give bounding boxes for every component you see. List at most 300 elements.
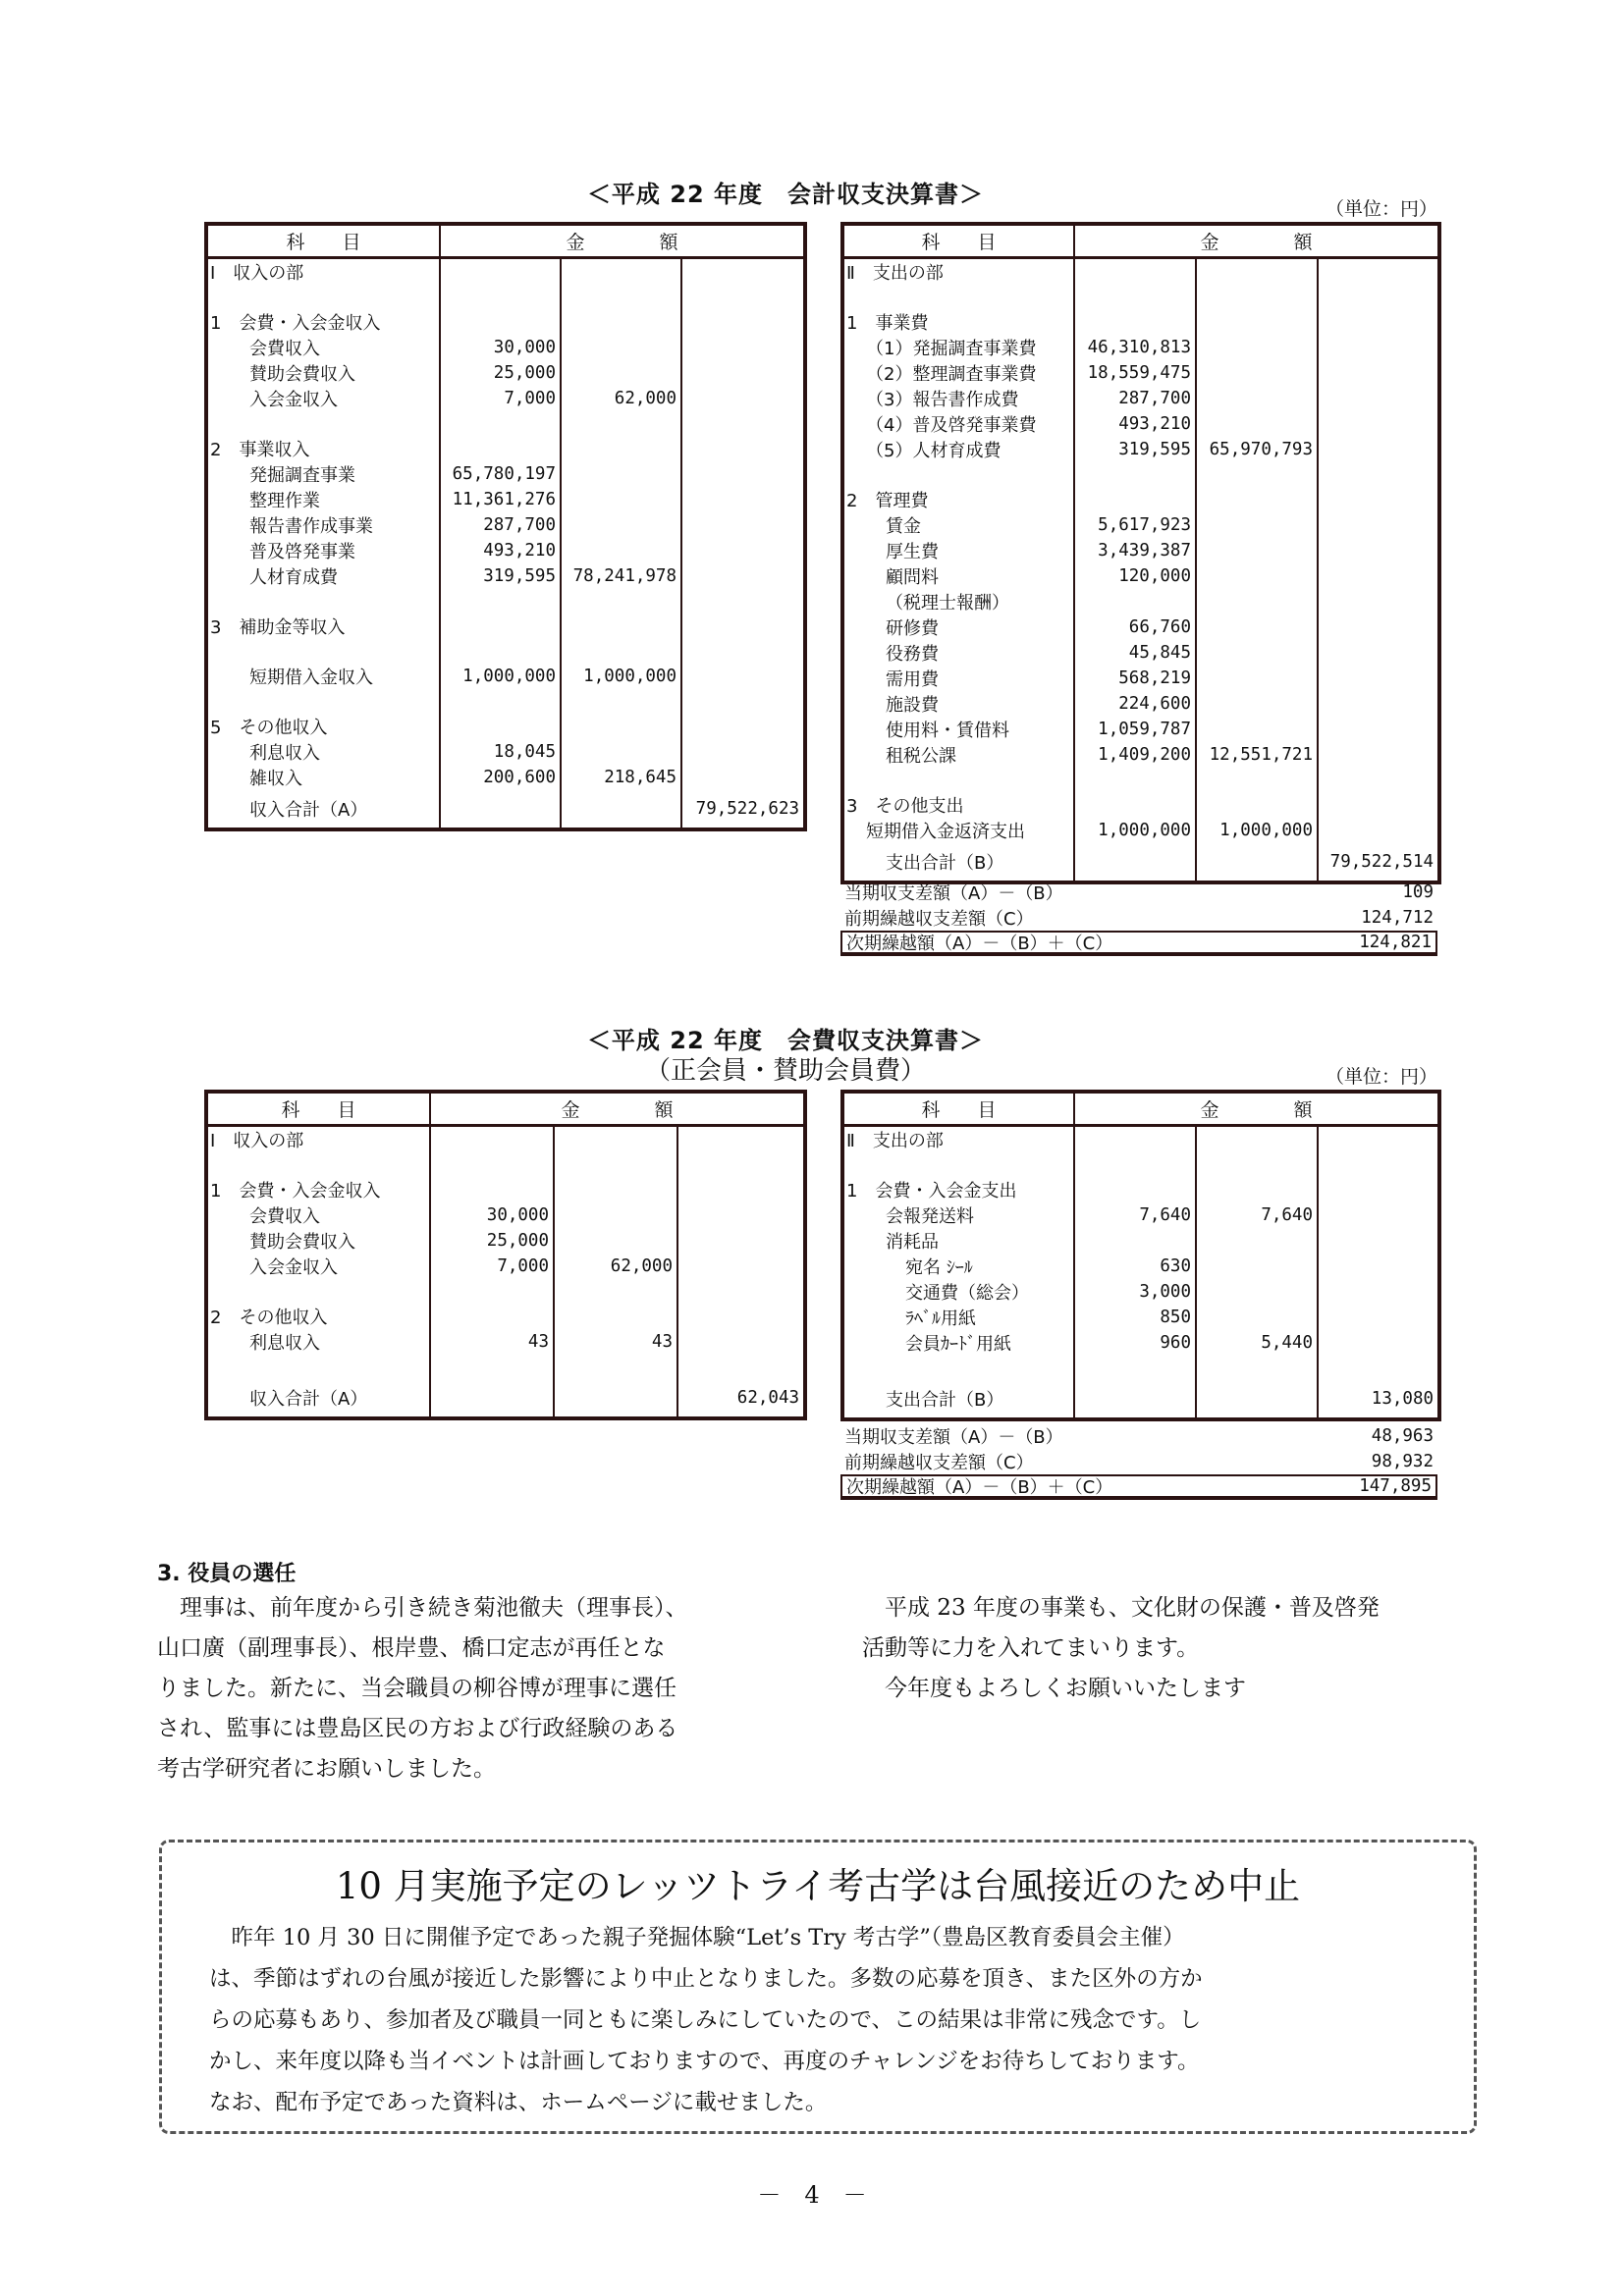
- row-amount: [1318, 614, 1439, 640]
- row-item-label: 入会金収入: [206, 386, 440, 411]
- row-amount: [1318, 462, 1439, 487]
- row-amount: [1196, 1356, 1318, 1380]
- table-row: [842, 640, 1439, 666]
- row-amount: [1196, 411, 1318, 437]
- row-amount: [1318, 285, 1439, 309]
- row-amount: [677, 1125, 805, 1152]
- carry-forward-label: 次期繰越額（A）－（B）＋（C）: [846, 1477, 1113, 1498]
- row-item-label: 1 会費・入会金収入: [206, 1177, 430, 1202]
- row-amount: [681, 360, 805, 386]
- row-amount: [681, 589, 805, 614]
- row-amount: [561, 257, 681, 285]
- row-item-label: （税理士報酬）: [842, 589, 1074, 614]
- total-label: 収入合計（A）: [206, 790, 440, 829]
- row-amount: [440, 285, 561, 309]
- row-amount: [1196, 666, 1318, 691]
- row-amount: [677, 1228, 805, 1254]
- table2-unit-label: （単位：円）: [1326, 1066, 1438, 1088]
- table1-unit-label: （単位：円）: [1326, 198, 1438, 220]
- row-amount: 493,210: [440, 538, 561, 563]
- row-item-label: [206, 639, 440, 664]
- row-item-label: Ⅱ 支出の部: [842, 257, 1074, 285]
- row-item-label: 会員ｶｰﾄﾞ用紙: [842, 1330, 1074, 1356]
- row-amount: [677, 1254, 805, 1279]
- row-amount: [1196, 335, 1318, 360]
- row-amount: [554, 1355, 677, 1379]
- item-header: 科 目: [842, 1092, 1074, 1125]
- item-header: 科 目: [206, 1092, 430, 1125]
- row-amount: [561, 538, 681, 563]
- row-amount: 30,000: [440, 335, 561, 360]
- row-item-label: [206, 589, 440, 614]
- table-row: [842, 309, 1439, 335]
- row-item-label: 2 管理費: [842, 487, 1074, 512]
- row-amount: [1318, 335, 1439, 360]
- row-amount: [1074, 1356, 1196, 1380]
- row-amount: [681, 411, 805, 436]
- row-amount: 1,000,000: [561, 664, 681, 689]
- row-amount: 12,551,721: [1196, 742, 1318, 768]
- row-amount: [554, 1304, 677, 1329]
- table-row: [206, 257, 805, 285]
- table-row: [842, 1152, 1439, 1177]
- row-amount: 3,000: [1074, 1279, 1196, 1305]
- table-row: [206, 1202, 805, 1228]
- row-item-label: （3）報告書作成費: [842, 386, 1074, 411]
- notice-line: かし、来年度以降も当イベントは計画しておりますので、再度のチャレンジをお待ちしております。: [209, 2049, 1200, 2074]
- item-header: 科 目: [842, 224, 1074, 257]
- row-amount: [1196, 1152, 1318, 1177]
- row-item-label: 研修費: [842, 614, 1074, 640]
- row-amount: [1318, 512, 1439, 538]
- row-item-label: 賛助会費収入: [206, 360, 440, 386]
- row-amount: 960: [1074, 1330, 1196, 1356]
- row-amount: [1074, 1125, 1196, 1152]
- row-item-label: [206, 1355, 430, 1379]
- row-amount: 30,000: [430, 1202, 554, 1228]
- row-amount: [1074, 462, 1196, 487]
- officers-right-paragraph: [862, 1588, 1490, 1709]
- row-amount: [1318, 717, 1439, 742]
- table1-income-table: [204, 222, 807, 831]
- notice-line: は、季節はずれの台風が接近した影響により中止となりました。多数の応募を頂き、また区外の方か: [209, 1966, 1203, 1992]
- table-row: [842, 1177, 1439, 1202]
- row-amount: [1196, 462, 1318, 487]
- table-row: [842, 437, 1439, 462]
- row-amount: [677, 1279, 805, 1304]
- table-row: [842, 335, 1439, 360]
- row-amount: 62,000: [554, 1254, 677, 1279]
- row-amount: 18,559,475: [1074, 360, 1196, 386]
- total-empty-cell: [1196, 1380, 1318, 1419]
- table2-income-table: [204, 1090, 807, 1420]
- row-amount: [561, 739, 681, 765]
- table-row: [206, 714, 805, 739]
- row-amount: [1318, 360, 1439, 386]
- table-row: [842, 589, 1439, 614]
- paragraph-line: 今年度もよろしくお願いいたします: [885, 1676, 1246, 1701]
- row-amount: [681, 714, 805, 739]
- row-item-label: [206, 1152, 430, 1177]
- table-row: [842, 614, 1439, 640]
- row-item-label: （4）普及啓発事業費: [842, 411, 1074, 437]
- total-row: [842, 1380, 1439, 1419]
- page-number: － 4 －: [757, 2181, 867, 2209]
- total-empty-cell: [554, 1379, 677, 1418]
- table-row: [206, 1304, 805, 1329]
- table-row: [206, 335, 805, 360]
- row-amount: [1196, 589, 1318, 614]
- row-amount: [430, 1177, 554, 1202]
- table-row: [842, 1305, 1439, 1330]
- table-row: [206, 436, 805, 461]
- amount-header: 金 額: [440, 224, 805, 257]
- row-item-label: 顧問料: [842, 563, 1074, 589]
- table2-subtitle: （正会員・賛助会員費）: [644, 1056, 926, 1086]
- row-amount: [1318, 1356, 1439, 1380]
- table-row: [842, 768, 1439, 792]
- row-item-label: [206, 1279, 430, 1304]
- row-amount: [677, 1202, 805, 1228]
- row-amount: [677, 1355, 805, 1379]
- amount-header: 金 額: [430, 1092, 805, 1125]
- row-item-label: 需用費: [842, 666, 1074, 691]
- row-amount: 66,760: [1074, 614, 1196, 640]
- paragraph-line: りました。新たに、当会職員の柳谷博が理事に選任: [157, 1676, 677, 1701]
- row-amount: [677, 1177, 805, 1202]
- table-row: [206, 765, 805, 790]
- summary-value: 109: [1402, 882, 1434, 902]
- row-item-label: 短期借入金収入: [206, 664, 440, 689]
- row-item-label: 1 事業費: [842, 309, 1074, 335]
- row-amount: [1318, 1228, 1439, 1254]
- row-item-label: 整理作業: [206, 487, 440, 512]
- row-amount: [1196, 614, 1318, 640]
- table-row: [842, 1228, 1439, 1254]
- table-row: [206, 1329, 805, 1355]
- table-row: [842, 257, 1439, 285]
- officers-heading: 3. 役員の選任: [157, 1562, 297, 1586]
- table-row: [206, 360, 805, 386]
- total-row: [206, 1379, 805, 1418]
- row-amount: [440, 614, 561, 639]
- row-item-label: 雑収入: [206, 765, 440, 790]
- row-amount: [1318, 309, 1439, 335]
- row-amount: 3,439,387: [1074, 538, 1196, 563]
- paragraph-line: 理事は、前年度から引き続き菊池徹夫（理事長）、: [180, 1595, 688, 1621]
- row-amount: 45,845: [1074, 640, 1196, 666]
- paragraph-line: 考古学研究者にお願いしました。: [157, 1756, 496, 1782]
- total-row: [842, 843, 1439, 882]
- item-header: 科 目: [206, 224, 440, 257]
- table-row: [842, 1330, 1439, 1356]
- row-item-label: ﾗﾍﾞﾙ用紙: [842, 1305, 1074, 1330]
- row-amount: [561, 360, 681, 386]
- notice-line: 昨年 10 月 30 日に開催予定であった親子発掘体験“Let’s Try 考古学”（豊島区教育委員会主催）: [231, 1925, 1185, 1950]
- row-amount: [440, 411, 561, 436]
- amount-header: 金 額: [1074, 224, 1439, 257]
- row-amount: [440, 436, 561, 461]
- total-value: 79,522,623: [681, 790, 805, 829]
- row-amount: 319,595: [440, 563, 561, 589]
- total-empty-cell: [430, 1379, 554, 1418]
- row-amount: 5,440: [1196, 1330, 1318, 1356]
- row-amount: [561, 512, 681, 538]
- notice-title: 10 月実施予定のレッツトライ考古学は台風接近のため中止: [335, 1865, 1301, 1907]
- row-amount: [554, 1125, 677, 1152]
- row-amount: [1318, 768, 1439, 792]
- carry-forward-row: [840, 931, 1437, 956]
- row-item-label: 消耗品: [842, 1228, 1074, 1254]
- table-row: [206, 461, 805, 487]
- row-amount: [430, 1304, 554, 1329]
- carry-forward-row: [840, 1474, 1437, 1500]
- total-label: 支出合計（B）: [842, 843, 1074, 882]
- row-amount: [1074, 589, 1196, 614]
- total-empty-cell: [1074, 1380, 1196, 1419]
- row-amount: 120,000: [1074, 563, 1196, 589]
- row-item-label: 利息収入: [206, 1329, 430, 1355]
- row-item-label: 2 その他収入: [206, 1304, 430, 1329]
- table-row: [842, 386, 1439, 411]
- row-item-label: [842, 768, 1074, 792]
- row-amount: 1,000,000: [1196, 818, 1318, 843]
- row-amount: 25,000: [430, 1228, 554, 1254]
- row-amount: 7,640: [1196, 1202, 1318, 1228]
- row-item-label: 会費収入: [206, 335, 440, 360]
- table2-expense-table: [840, 1090, 1441, 1421]
- row-item-label: 施設費: [842, 691, 1074, 717]
- table-row: [206, 411, 805, 436]
- row-amount: 630: [1074, 1254, 1196, 1279]
- table2-title: ＜平成 22 年度 会費収支決算書＞: [586, 1027, 985, 1054]
- carry-forward-label: 次期繰越額（A）－（B）＋（C）: [846, 934, 1113, 954]
- row-item-label: 入会金収入: [206, 1254, 430, 1279]
- table1-title: ＜平成 22 年度 会計収支決算書＞: [586, 181, 985, 208]
- row-amount: [1196, 285, 1318, 309]
- row-item-label: （5）人材育成費: [842, 437, 1074, 462]
- row-item-label: 使用料・賃借料: [842, 717, 1074, 742]
- row-amount: [430, 1279, 554, 1304]
- row-amount: [1196, 538, 1318, 563]
- row-amount: [1196, 1125, 1318, 1152]
- table-row: [842, 1356, 1439, 1380]
- summary-value: 48,963: [1371, 1426, 1434, 1446]
- table1-summary: [840, 880, 1437, 956]
- row-amount: [1318, 563, 1439, 589]
- row-amount: [1196, 717, 1318, 742]
- row-item-label: [206, 689, 440, 714]
- table-row: [206, 386, 805, 411]
- total-empty-cell: [1196, 843, 1318, 882]
- row-amount: 43: [554, 1329, 677, 1355]
- row-amount: [1196, 1254, 1318, 1279]
- row-amount: 65,780,197: [440, 461, 561, 487]
- row-amount: [1318, 1330, 1439, 1356]
- row-amount: [681, 639, 805, 664]
- row-amount: [430, 1125, 554, 1152]
- row-amount: [1196, 1228, 1318, 1254]
- total-label: 収入合計（A）: [206, 1379, 430, 1418]
- total-value: 62,043: [677, 1379, 805, 1418]
- row-item-label: [842, 285, 1074, 309]
- row-amount: [1318, 640, 1439, 666]
- row-amount: [554, 1279, 677, 1304]
- summary-label: 前期繰越収支差額（C）: [844, 1453, 1034, 1473]
- total-empty-cell: [561, 790, 681, 829]
- row-item-label: 1 会費・入会金収入: [206, 309, 440, 335]
- row-amount: 65,970,793: [1196, 437, 1318, 462]
- row-amount: [1318, 666, 1439, 691]
- row-amount: 46,310,813: [1074, 335, 1196, 360]
- table-row: [842, 512, 1439, 538]
- row-amount: [440, 639, 561, 664]
- row-amount: [561, 689, 681, 714]
- total-value: 13,080: [1318, 1380, 1439, 1419]
- table-row: [842, 666, 1439, 691]
- row-amount: [561, 589, 681, 614]
- row-item-label: 会報発送料: [842, 1202, 1074, 1228]
- carry-forward-value: 147,895: [1359, 1476, 1432, 1496]
- table-row: [842, 285, 1439, 309]
- row-item-label: 賛助会費収入: [206, 1228, 430, 1254]
- row-amount: [561, 639, 681, 664]
- row-item-label: 租税公課: [842, 742, 1074, 768]
- row-amount: [681, 436, 805, 461]
- row-amount: 287,700: [440, 512, 561, 538]
- paragraph-line: 活動等に力を入れてまいります。: [862, 1635, 1200, 1661]
- row-amount: [681, 739, 805, 765]
- row-amount: [554, 1152, 677, 1177]
- row-amount: 568,219: [1074, 666, 1196, 691]
- row-amount: [1196, 360, 1318, 386]
- summary-row: [840, 1449, 1437, 1474]
- table-row: [206, 1228, 805, 1254]
- row-item-label: 賃金: [842, 512, 1074, 538]
- notice-line: らの応募もあり、参加者及び職員一同ともに楽しみにしていたので、この結果は非常に残念です。し: [209, 2007, 1202, 2033]
- table1-expense-table: [840, 222, 1441, 884]
- table-row: [206, 689, 805, 714]
- row-amount: [681, 563, 805, 589]
- row-amount: [1196, 487, 1318, 512]
- row-amount: 25,000: [440, 360, 561, 386]
- row-amount: [561, 411, 681, 436]
- row-item-label: 報告書作成事業: [206, 512, 440, 538]
- row-amount: [1318, 538, 1439, 563]
- table-row: [842, 1125, 1439, 1152]
- table-row: [206, 1355, 805, 1379]
- notice-body: [209, 1917, 1456, 2123]
- row-amount: [677, 1152, 805, 1177]
- table-row: [206, 487, 805, 512]
- row-amount: [1074, 1152, 1196, 1177]
- table-row: [842, 487, 1439, 512]
- row-item-label: 役務費: [842, 640, 1074, 666]
- row-amount: 218,645: [561, 765, 681, 790]
- table-row: [842, 1279, 1439, 1305]
- row-item-label: [842, 1152, 1074, 1177]
- row-amount: [440, 589, 561, 614]
- table-row: [206, 1254, 805, 1279]
- row-amount: [681, 689, 805, 714]
- table-row: [206, 309, 805, 335]
- row-amount: 1,409,200: [1074, 742, 1196, 768]
- row-amount: 319,595: [1074, 437, 1196, 462]
- total-empty-cell: [440, 790, 561, 829]
- row-amount: [1196, 792, 1318, 818]
- row-amount: [1196, 309, 1318, 335]
- row-amount: [1074, 309, 1196, 335]
- table-row: [842, 538, 1439, 563]
- row-amount: [561, 714, 681, 739]
- table-row: [206, 1177, 805, 1202]
- row-item-label: Ⅰ 収入の部: [206, 257, 440, 285]
- row-amount: [1196, 257, 1318, 285]
- row-amount: [1318, 1125, 1439, 1152]
- row-amount: [677, 1304, 805, 1329]
- row-amount: [1074, 792, 1196, 818]
- row-amount: [1318, 1202, 1439, 1228]
- total-empty-cell: [1074, 843, 1196, 882]
- row-item-label: 2 事業収入: [206, 436, 440, 461]
- row-amount: [440, 689, 561, 714]
- table-row: [842, 462, 1439, 487]
- row-amount: 43: [430, 1329, 554, 1355]
- table-row: [842, 792, 1439, 818]
- table-row: [206, 563, 805, 589]
- table-row: [206, 639, 805, 664]
- row-item-label: 宛名 ｼｰﾙ: [842, 1254, 1074, 1279]
- row-amount: 7,000: [430, 1254, 554, 1279]
- row-amount: [430, 1152, 554, 1177]
- row-amount: [681, 538, 805, 563]
- row-amount: [1196, 386, 1318, 411]
- table-row: [206, 589, 805, 614]
- table-row: [206, 1152, 805, 1177]
- row-amount: [681, 765, 805, 790]
- summary-row: [840, 905, 1437, 931]
- row-amount: [554, 1202, 677, 1228]
- row-item-label: 普及啓発事業: [206, 538, 440, 563]
- row-amount: [1318, 589, 1439, 614]
- row-item-label: Ⅰ 収入の部: [206, 1125, 430, 1152]
- table-row: [842, 818, 1439, 843]
- paragraph-line: 平成 23 年度の事業も、文化財の保護・普及啓発: [885, 1595, 1380, 1621]
- table-row: [842, 360, 1439, 386]
- paragraph-line: 山口廣（副理事長）、根岸豊、橋口定志が再任とな: [157, 1635, 666, 1661]
- table-row: [206, 1279, 805, 1304]
- row-amount: [681, 487, 805, 512]
- row-amount: [561, 461, 681, 487]
- row-amount: 850: [1074, 1305, 1196, 1330]
- row-item-label: （2）整理調査事業費: [842, 360, 1074, 386]
- row-item-label: 交通費（総会）: [842, 1279, 1074, 1305]
- summary-row: [840, 1423, 1437, 1449]
- row-item-label: Ⅱ 支出の部: [842, 1125, 1074, 1152]
- table-row: [206, 614, 805, 639]
- row-amount: [1074, 285, 1196, 309]
- row-amount: 62,000: [561, 386, 681, 411]
- row-amount: [681, 512, 805, 538]
- total-row: [206, 790, 805, 829]
- row-item-label: 利息収入: [206, 739, 440, 765]
- row-item-label: [842, 462, 1074, 487]
- row-amount: [1074, 487, 1196, 512]
- notice-line: なお、配布予定であった資料は、ホームページに載せました。: [209, 2090, 828, 2115]
- row-amount: [1318, 818, 1439, 843]
- row-amount: [1074, 1177, 1196, 1202]
- row-amount: [681, 614, 805, 639]
